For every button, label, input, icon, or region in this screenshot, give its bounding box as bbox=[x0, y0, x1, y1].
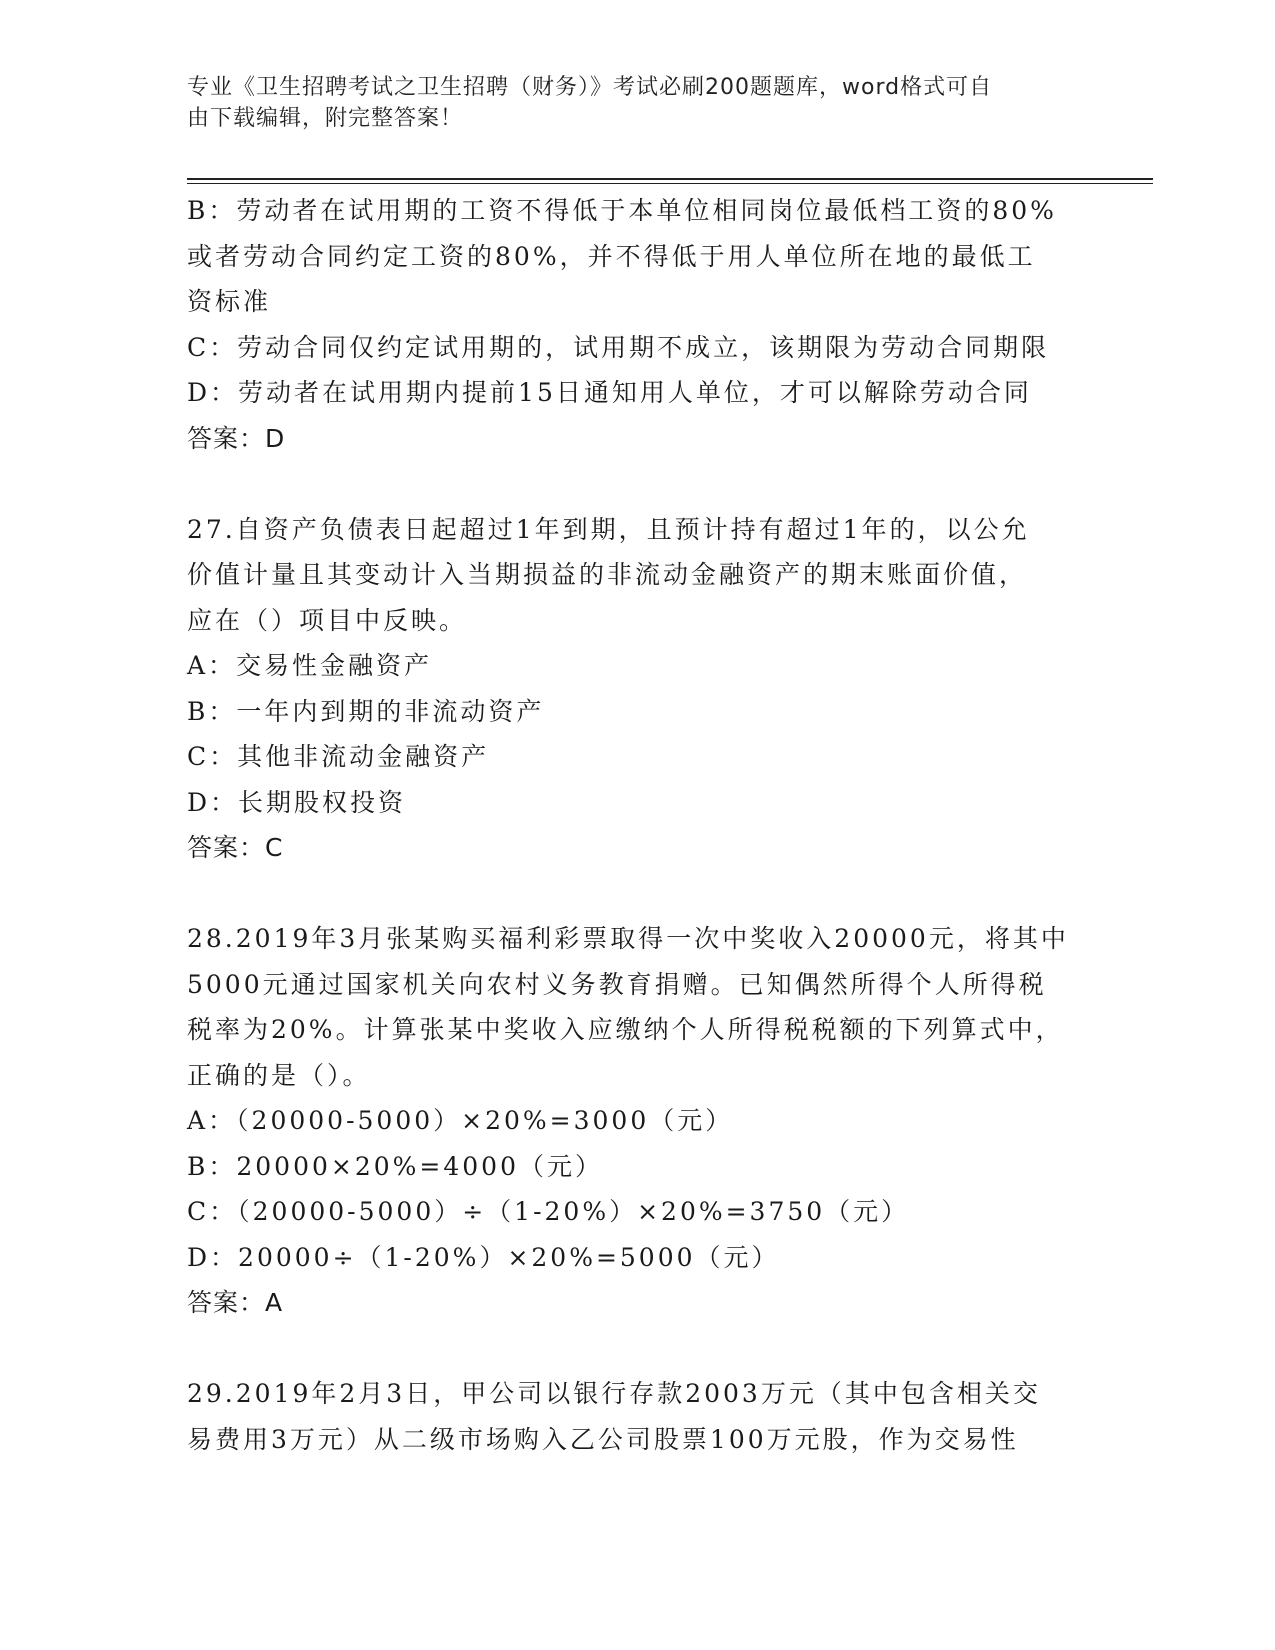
option-a: A：（20000-5000）×20%=3000（元） bbox=[187, 1106, 734, 1135]
spacer bbox=[187, 461, 1087, 507]
header-line-1: 专业《卫生招聘考试之卫生招聘（财务）》考试必刷200题题库，word格式可自 bbox=[187, 75, 993, 100]
document-body bbox=[187, 188, 1087, 1462]
prev-question-tail bbox=[187, 188, 1087, 461]
header-divider-thin bbox=[187, 183, 1153, 184]
option-b-line-1: B：劳动者在试用期的工资不得低于本单位相同岗位最低档工资的80% bbox=[187, 196, 1057, 225]
question-text-line-2: 易费用3万元）从二级市场购入乙公司股票100万元股，作为交易性 bbox=[187, 1424, 1019, 1454]
question-text-line-1: 29.2019年2月3日，甲公司以银行存款2003万元（其中包含相关交 bbox=[187, 1379, 1041, 1408]
question-text-line-1: 28.2019年3月张某购买福利彩票取得一次中奖收入20000元，将其中 bbox=[187, 924, 1069, 953]
question-28 bbox=[187, 916, 1087, 1326]
spacer bbox=[187, 1326, 1087, 1372]
header-divider-thick bbox=[187, 178, 1153, 180]
option-b-line-3: 资标准 bbox=[187, 287, 272, 316]
question-text-line-2: 5000元通过国家机关向农村义务教育捐赠。已知偶然所得个人所得税 bbox=[187, 969, 1047, 999]
option-b: B：20000×20%=4000（元） bbox=[187, 1151, 603, 1181]
header-line-2: 由下载编辑，附完整答案！ bbox=[187, 106, 464, 131]
question-text-line-2: 价值计量且其变动计入当期损益的非流动金融资产的期末账面价值， bbox=[187, 560, 1028, 589]
option-b: B：一年内到期的非流动资产 bbox=[187, 696, 545, 726]
question-text-line-1: 27.自资产负债表日起超过1年到期，且预计持有超过1年的，以公允 bbox=[187, 514, 1030, 544]
option-a: A：交易性金融资产 bbox=[187, 651, 433, 680]
option-c: C：劳动合同仅约定试用期的，试用期不成立，该期限为劳动合同期限 bbox=[187, 332, 1050, 362]
spacer bbox=[187, 871, 1087, 917]
question-text-line-3: 税率为20%。计算张某中奖收入应缴纳个人所得税税额的下列算式中， bbox=[187, 1015, 1064, 1044]
option-c: C：（20000-5000）÷（1-20%）×20%=3750（元） bbox=[187, 1197, 910, 1226]
document-header bbox=[187, 72, 1087, 134]
question-29 bbox=[187, 1371, 1087, 1462]
option-c: C：其他非流动金融资产 bbox=[187, 742, 490, 771]
option-d: D：长期股权投资 bbox=[187, 787, 407, 817]
option-d: D：20000÷（1-20%）×20%=5000（元） bbox=[187, 1242, 780, 1272]
answer: 答案：C bbox=[187, 833, 284, 862]
question-text-line-4: 正确的是（）。 bbox=[187, 1060, 371, 1090]
option-d: D：劳动者在试用期内提前15日通知用人单位，才可以解除劳动合同 bbox=[187, 378, 1032, 407]
question-text-line-3: 应在（）项目中反映。 bbox=[187, 605, 468, 635]
answer: 答案：A bbox=[187, 1288, 284, 1317]
option-b-line-2: 或者劳动合同约定工资的80%，并不得低于用人单位所在地的最低工 bbox=[187, 241, 1036, 271]
question-27 bbox=[187, 507, 1087, 871]
answer: 答案：D bbox=[187, 423, 286, 453]
